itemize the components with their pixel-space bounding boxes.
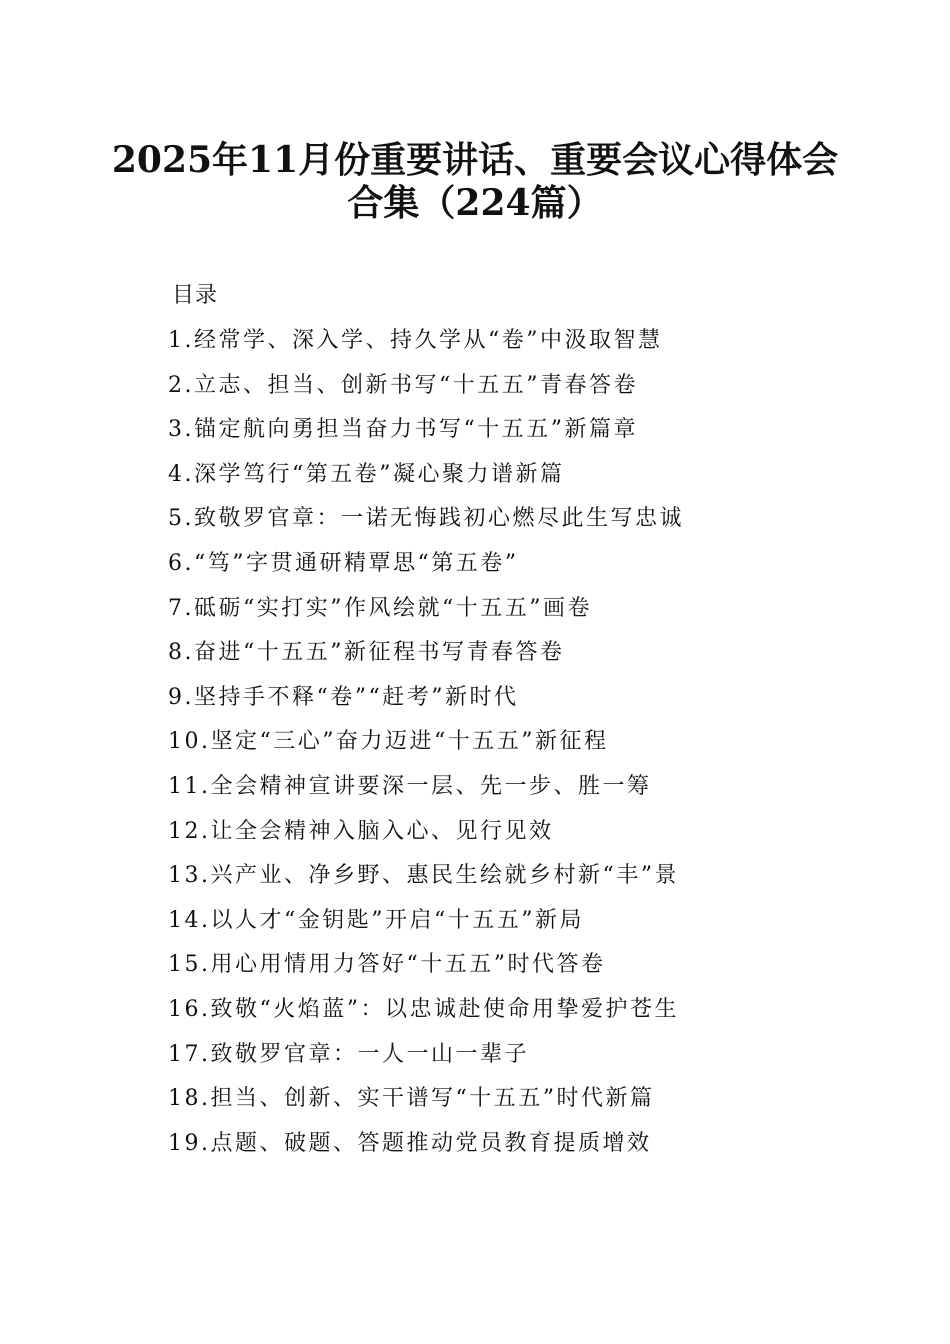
toc-item-18: 18.担当、创新、实干谱写“十五五”时代新篇 <box>168 1086 655 1112</box>
toc-item-15: 15.用心用情用力答好“十五五”时代答卷 <box>168 952 606 978</box>
document-title-line-1: 2025年11月份重要讲话、重要会议心得体会 <box>111 139 839 181</box>
toc-item-4: 4.深学笃行“第五卷”凝心聚力谱新篇 <box>168 461 565 487</box>
toc-item-17: 17.致敬罗官章：一人一山一辈子 <box>168 1041 529 1067</box>
toc-item-8: 8.奋进“十五五”新征程书写青春答卷 <box>168 640 565 666</box>
toc-item-5: 5.致敬罗官章：一诺无悔践初心燃尽此生写忠诚 <box>168 506 684 532</box>
toc-item-19: 19.点题、破题、答题推动党员教育提质增效 <box>168 1130 652 1156</box>
toc-list <box>168 326 828 1173</box>
toc-item-7: 7.砥砺“实打实”作风绘就“十五五”画卷 <box>168 595 592 621</box>
toc-item-9: 9.坚持手不释“卷”“赶考”新时代 <box>168 684 519 710</box>
toc-item-3: 3.锚定航向勇担当奋力书写“十五五”新篇章 <box>168 417 638 443</box>
toc-item-10: 10.坚定“三心”奋力迈进“十五五”新征程 <box>168 729 609 755</box>
toc-item-11: 11.全会精神宣讲要深一层、先一步、胜一筹 <box>168 773 652 799</box>
toc-item-2: 2.立志、担当、创新书写“十五五”青春答卷 <box>168 372 638 398</box>
toc-item-1: 1.经常学、深入学、持久学从“卷”中汲取智慧 <box>168 328 663 353</box>
document-title-line-2: 合集（224篇） <box>347 182 603 224</box>
toc-item-14: 14.以人才“金钥匙”开启“十五五”新局 <box>168 907 584 933</box>
toc-item-6: 6.“笃”字贯通研精覃思“第五卷” <box>168 550 519 576</box>
toc-item-13: 13.兴产业、净乡野、惠民生绘就乡村新“丰”景 <box>168 863 679 889</box>
toc-item-16: 16.致敬“火焰蓝”：以忠诚赴使命用挚爱护苍生 <box>168 996 679 1022</box>
toc-item-12: 12.让全会精神入脑入心、见行见效 <box>168 818 554 844</box>
toc-heading: 目录 <box>172 283 219 308</box>
